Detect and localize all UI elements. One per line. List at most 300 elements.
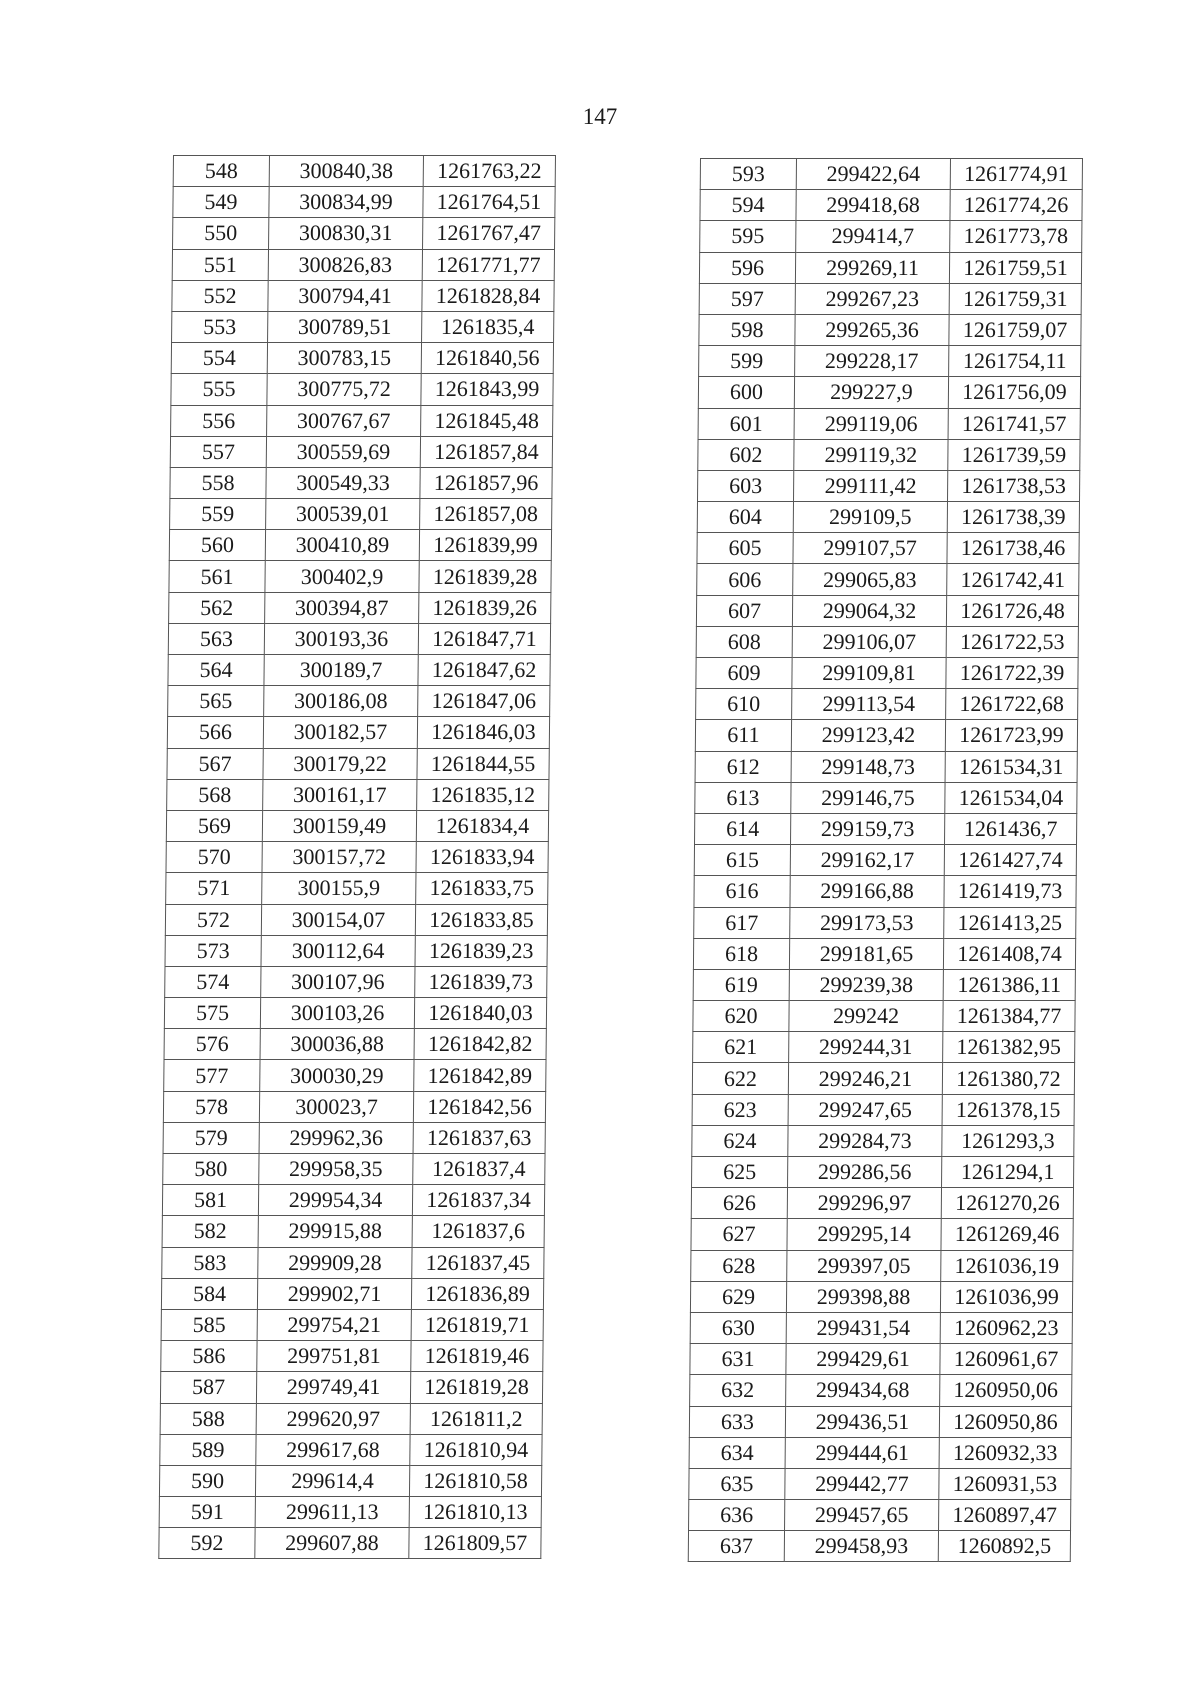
x-coordinate-cell: 299109,81 [792, 658, 946, 689]
point-number-cell: 626 [691, 1188, 787, 1219]
table-row [168, 655, 550, 686]
table-row [689, 1437, 1071, 1468]
y-coordinate-cell: 1261819,71 [411, 1309, 543, 1340]
table-row [696, 658, 1078, 689]
x-coordinate-cell: 299431,54 [786, 1312, 940, 1343]
y-coordinate-cell: 1260897,47 [939, 1500, 1071, 1531]
table-row [173, 156, 555, 187]
x-coordinate-cell: 299418,68 [796, 190, 950, 221]
y-coordinate-cell: 1261774,91 [950, 159, 1082, 190]
y-coordinate-cell: 1261741,57 [948, 408, 1080, 439]
point-number-cell: 635 [689, 1468, 785, 1499]
x-coordinate-cell: 299106,07 [792, 626, 946, 657]
y-coordinate-cell: 1261839,73 [415, 966, 547, 997]
y-coordinate-cell: 1261846,03 [417, 717, 549, 748]
table-row [173, 187, 555, 218]
point-number-cell: 632 [690, 1375, 786, 1406]
point-number-cell: 614 [695, 813, 791, 844]
x-coordinate-cell: 300161,17 [263, 779, 417, 810]
point-number-cell: 618 [693, 938, 789, 969]
point-number-cell: 599 [699, 346, 795, 377]
x-coordinate-cell: 299166,88 [790, 876, 944, 907]
y-coordinate-cell: 1261834,4 [416, 810, 548, 841]
table-row [697, 564, 1079, 595]
x-coordinate-cell: 300840,38 [269, 156, 423, 187]
y-coordinate-cell: 1261837,34 [412, 1185, 544, 1216]
table-row [168, 686, 550, 717]
x-coordinate-cell: 299162,17 [790, 845, 944, 876]
point-number-cell: 588 [160, 1403, 256, 1434]
point-number-cell: 583 [162, 1247, 258, 1278]
table-row [693, 938, 1075, 969]
point-number-cell: 612 [695, 751, 791, 782]
x-coordinate-cell: 299181,65 [789, 938, 943, 969]
point-number-cell: 555 [171, 374, 267, 405]
x-coordinate-cell: 300107,96 [261, 966, 415, 997]
x-coordinate-cell: 299244,31 [789, 1032, 943, 1063]
point-number-cell: 577 [164, 1060, 260, 1091]
table-row [700, 159, 1082, 190]
point-number-cell: 567 [167, 748, 263, 779]
x-coordinate-cell: 299123,42 [791, 720, 945, 751]
x-coordinate-cell: 299284,73 [788, 1125, 942, 1156]
y-coordinate-cell: 1261427,74 [944, 845, 1076, 876]
table-row [695, 720, 1077, 751]
x-coordinate-cell: 299749,41 [256, 1372, 410, 1403]
table-row [692, 1094, 1074, 1125]
table-row [689, 1500, 1071, 1531]
point-number-cell: 592 [159, 1528, 255, 1559]
y-coordinate-cell: 1261771,77 [422, 249, 554, 280]
y-coordinate-cell: 1261837,6 [412, 1216, 544, 1247]
y-coordinate-cell: 1261767,47 [423, 218, 555, 249]
y-coordinate-cell: 1261847,62 [418, 655, 550, 686]
x-coordinate-cell: 299267,23 [795, 283, 949, 314]
y-coordinate-cell: 1261837,63 [413, 1122, 545, 1153]
x-coordinate-cell: 300023,7 [259, 1091, 413, 1122]
y-coordinate-cell: 1261534,31 [945, 751, 1077, 782]
x-coordinate-cell: 299111,42 [794, 470, 948, 501]
table-row [698, 377, 1080, 408]
y-coordinate-cell: 1261810,13 [409, 1497, 541, 1528]
x-coordinate-cell: 300775,72 [267, 374, 421, 405]
x-coordinate-cell: 299434,68 [786, 1375, 940, 1406]
table-row [164, 1060, 546, 1091]
point-number-cell: 601 [698, 408, 794, 439]
y-coordinate-cell: 1261270,26 [941, 1188, 1073, 1219]
point-number-cell: 560 [169, 530, 265, 561]
table-row [167, 717, 549, 748]
y-coordinate-cell: 1261534,04 [945, 782, 1077, 813]
point-number-cell: 576 [164, 1029, 260, 1060]
point-number-cell: 625 [692, 1157, 788, 1188]
y-coordinate-cell: 1261773,78 [950, 221, 1082, 252]
y-coordinate-cell: 1261722,68 [946, 689, 1078, 720]
x-coordinate-cell: 300193,36 [264, 623, 418, 654]
table-row [162, 1247, 544, 1278]
y-coordinate-cell: 1261819,28 [410, 1372, 542, 1403]
x-coordinate-cell: 300155,9 [262, 873, 416, 904]
y-coordinate-cell: 1260892,5 [938, 1531, 1070, 1562]
point-number-cell: 611 [695, 720, 791, 751]
y-coordinate-cell: 1261840,56 [421, 343, 553, 374]
y-coordinate-cell: 1261774,26 [950, 190, 1082, 221]
x-coordinate-cell: 299246,21 [788, 1063, 942, 1094]
table-row [165, 935, 547, 966]
table-row [689, 1468, 1071, 1499]
x-coordinate-cell: 300559,69 [266, 436, 420, 467]
x-coordinate-cell: 300826,83 [268, 249, 422, 280]
point-number-cell: 596 [699, 252, 795, 283]
table-row [165, 904, 547, 935]
coordinates-table-left [158, 155, 556, 1559]
point-number-cell: 609 [696, 658, 792, 689]
table-row [161, 1341, 543, 1372]
point-number-cell: 621 [693, 1032, 789, 1063]
point-number-cell: 613 [695, 782, 791, 813]
table-row [695, 813, 1077, 844]
y-coordinate-cell: 1261836,89 [411, 1278, 543, 1309]
x-coordinate-cell: 299228,17 [795, 346, 949, 377]
y-coordinate-cell: 1261759,07 [949, 314, 1081, 345]
x-coordinate-cell: 299954,34 [258, 1185, 412, 1216]
x-coordinate-cell: 299442,77 [785, 1468, 939, 1499]
point-number-cell: 552 [172, 280, 268, 311]
y-coordinate-cell: 1261436,7 [945, 813, 1077, 844]
y-coordinate-cell: 1261840,03 [414, 998, 546, 1029]
x-coordinate-cell: 299422,64 [796, 159, 950, 190]
y-coordinate-cell: 1261843,99 [421, 374, 553, 405]
point-number-cell: 598 [699, 314, 795, 345]
point-number-cell: 591 [159, 1497, 255, 1528]
x-coordinate-cell: 300112,64 [261, 935, 415, 966]
point-number-cell: 589 [160, 1434, 256, 1465]
x-coordinate-cell: 300189,7 [264, 655, 418, 686]
y-coordinate-cell: 1261738,53 [948, 470, 1080, 501]
y-coordinate-cell: 1261293,3 [942, 1125, 1074, 1156]
point-number-cell: 627 [691, 1219, 787, 1250]
table-row [688, 1531, 1070, 1562]
x-coordinate-cell: 299227,9 [794, 377, 948, 408]
x-coordinate-cell: 299269,11 [795, 252, 949, 283]
point-number-cell: 574 [165, 966, 261, 997]
point-number-cell: 562 [169, 592, 265, 623]
point-number-cell: 550 [173, 218, 269, 249]
x-coordinate-cell: 299915,88 [258, 1216, 412, 1247]
y-coordinate-cell: 1261380,72 [942, 1063, 1074, 1094]
point-number-cell: 563 [168, 623, 264, 654]
table-row [698, 439, 1080, 470]
y-coordinate-cell: 1261857,84 [420, 436, 552, 467]
table-row [695, 751, 1077, 782]
table-row [691, 1219, 1073, 1250]
point-number-cell: 616 [694, 876, 790, 907]
point-number-cell: 597 [699, 283, 795, 314]
y-coordinate-cell: 1261759,51 [949, 252, 1081, 283]
x-coordinate-cell: 299265,36 [795, 314, 949, 345]
table-row [168, 623, 550, 654]
x-coordinate-cell: 300767,67 [267, 405, 421, 436]
x-coordinate-cell: 299607,88 [255, 1528, 409, 1559]
table-row [160, 1434, 542, 1465]
table-row [167, 779, 549, 810]
point-number-cell: 558 [170, 467, 266, 498]
table-row [172, 249, 554, 280]
point-number-cell: 553 [172, 311, 268, 342]
point-number-cell: 624 [692, 1125, 788, 1156]
x-coordinate-cell: 299148,73 [791, 751, 945, 782]
y-coordinate-cell: 1261819,46 [411, 1341, 543, 1372]
y-coordinate-cell: 1261759,31 [949, 283, 1081, 314]
x-coordinate-cell: 299397,05 [787, 1250, 941, 1281]
x-coordinate-cell: 299119,06 [794, 408, 948, 439]
y-coordinate-cell: 1261842,82 [414, 1029, 546, 1060]
point-number-cell: 559 [170, 499, 266, 530]
table-row [164, 998, 546, 1029]
table-row [693, 1001, 1075, 1032]
point-number-cell: 610 [696, 689, 792, 720]
table-row [699, 252, 1081, 283]
point-number-cell: 636 [689, 1500, 785, 1531]
y-coordinate-cell: 1261738,39 [947, 502, 1079, 533]
y-coordinate-cell: 1261828,84 [422, 280, 554, 311]
table-row [166, 810, 548, 841]
y-coordinate-cell: 1261811,2 [410, 1403, 542, 1434]
y-coordinate-cell: 1261036,19 [941, 1250, 1073, 1281]
y-coordinate-cell: 1261833,94 [416, 842, 548, 873]
table-row [173, 218, 555, 249]
table-row [171, 374, 553, 405]
point-number-cell: 628 [691, 1250, 787, 1281]
x-coordinate-cell: 300789,51 [268, 311, 422, 342]
table-row [691, 1250, 1073, 1281]
y-coordinate-cell: 1261036,99 [940, 1281, 1072, 1312]
table-row [162, 1185, 544, 1216]
point-number-cell: 622 [692, 1063, 788, 1094]
table-row [167, 748, 549, 779]
table-row [689, 1406, 1071, 1437]
y-coordinate-cell: 1260950,86 [939, 1406, 1071, 1437]
x-coordinate-cell: 299119,32 [794, 439, 948, 470]
table-row [172, 311, 554, 342]
x-coordinate-cell: 299429,61 [786, 1344, 940, 1375]
y-coordinate-cell: 1261839,99 [419, 530, 551, 561]
y-coordinate-cell: 1261726,48 [946, 595, 1078, 626]
x-coordinate-cell: 300794,41 [268, 280, 422, 311]
y-coordinate-cell: 1261413,25 [944, 907, 1076, 938]
point-number-cell: 590 [159, 1465, 255, 1496]
table-row [159, 1528, 541, 1559]
point-number-cell: 617 [694, 907, 790, 938]
table-row [693, 969, 1075, 1000]
y-coordinate-cell: 1261763,22 [423, 156, 555, 187]
table-row [171, 405, 553, 436]
point-number-cell: 569 [166, 810, 262, 841]
table-row [692, 1157, 1074, 1188]
y-coordinate-cell: 1261847,71 [418, 623, 550, 654]
y-coordinate-cell: 1261386,11 [943, 969, 1075, 1000]
x-coordinate-cell: 299754,21 [257, 1309, 411, 1340]
point-number-cell: 584 [161, 1278, 257, 1309]
y-coordinate-cell: 1261857,96 [420, 467, 552, 498]
table-row [695, 782, 1077, 813]
point-number-cell: 600 [698, 377, 794, 408]
point-number-cell: 594 [700, 190, 796, 221]
table-row [166, 873, 548, 904]
table-row [698, 470, 1080, 501]
point-number-cell: 586 [161, 1341, 257, 1372]
point-number-cell: 573 [165, 935, 261, 966]
x-coordinate-cell: 299902,71 [257, 1278, 411, 1309]
y-coordinate-cell: 1261384,77 [943, 1001, 1075, 1032]
x-coordinate-cell: 299064,32 [792, 595, 946, 626]
y-coordinate-cell: 1261833,75 [416, 873, 548, 904]
point-number-cell: 606 [697, 564, 793, 595]
table-row [159, 1497, 541, 1528]
table-row [170, 467, 552, 498]
x-coordinate-cell: 299458,93 [784, 1531, 938, 1562]
table-row [163, 1091, 545, 1122]
y-coordinate-cell: 1261837,45 [412, 1247, 544, 1278]
table-row [163, 1154, 545, 1185]
point-number-cell: 637 [688, 1531, 784, 1562]
point-number-cell: 603 [698, 470, 794, 501]
point-number-cell: 619 [693, 969, 789, 1000]
x-coordinate-cell: 300103,26 [260, 998, 414, 1029]
y-coordinate-cell: 1260961,67 [940, 1344, 1072, 1375]
table-row [169, 592, 551, 623]
x-coordinate-cell: 299109,5 [793, 502, 947, 533]
point-number-cell: 579 [163, 1122, 259, 1153]
table-row [700, 190, 1082, 221]
x-coordinate-cell: 299113,54 [792, 689, 946, 720]
y-coordinate-cell: 1261835,4 [422, 311, 554, 342]
y-coordinate-cell: 1261835,12 [417, 779, 549, 810]
x-coordinate-cell: 299159,73 [791, 813, 945, 844]
y-coordinate-cell: 1261845,48 [421, 405, 553, 436]
x-coordinate-cell: 300402,9 [265, 561, 419, 592]
y-coordinate-cell: 1261810,58 [409, 1465, 541, 1496]
point-number-cell: 549 [173, 187, 269, 218]
point-number-cell: 631 [690, 1344, 786, 1375]
y-coordinate-cell: 1260962,23 [940, 1312, 1072, 1343]
y-coordinate-cell: 1260932,33 [939, 1437, 1071, 1468]
x-coordinate-cell: 300154,07 [261, 904, 415, 935]
x-coordinate-cell: 299065,83 [793, 564, 947, 595]
table-row [164, 1029, 546, 1060]
page-number: 147 [582, 104, 618, 129]
table-row [696, 595, 1078, 626]
x-coordinate-cell: 300157,72 [262, 842, 416, 873]
x-coordinate-cell: 299247,65 [788, 1094, 942, 1125]
point-number-cell: 593 [700, 159, 796, 190]
x-coordinate-cell: 300036,88 [260, 1029, 414, 1060]
table-row [160, 1372, 542, 1403]
table-row [170, 499, 552, 530]
table-row [162, 1216, 544, 1247]
table-row [696, 689, 1078, 720]
y-coordinate-cell: 1261837,4 [413, 1154, 545, 1185]
table-row [161, 1309, 543, 1340]
x-coordinate-cell: 300549,33 [266, 467, 420, 498]
y-coordinate-cell: 1261857,08 [420, 499, 552, 530]
table-row [171, 343, 553, 374]
table-row [694, 907, 1076, 938]
y-coordinate-cell: 1261738,46 [947, 533, 1079, 564]
point-number-cell: 607 [696, 595, 792, 626]
point-number-cell: 604 [697, 502, 793, 533]
table-row [690, 1344, 1072, 1375]
x-coordinate-cell: 299173,53 [790, 907, 944, 938]
y-coordinate-cell: 1261810,94 [410, 1434, 542, 1465]
x-coordinate-cell: 300830,31 [269, 218, 423, 249]
table-row [691, 1188, 1073, 1219]
y-coordinate-cell: 1261419,73 [944, 876, 1076, 907]
table-row [692, 1063, 1074, 1094]
point-number-cell: 595 [700, 221, 796, 252]
x-coordinate-cell: 299436,51 [785, 1406, 939, 1437]
x-coordinate-cell: 300783,15 [267, 343, 421, 374]
point-number-cell: 630 [690, 1312, 786, 1343]
point-number-cell: 561 [169, 561, 265, 592]
table-row [159, 1465, 541, 1496]
x-coordinate-cell: 299614,4 [255, 1465, 409, 1496]
table-row [163, 1122, 545, 1153]
point-number-cell: 557 [170, 436, 266, 467]
table-row [699, 283, 1081, 314]
y-coordinate-cell: 1261839,23 [415, 935, 547, 966]
table-row [166, 842, 548, 873]
point-number-cell: 572 [165, 904, 261, 935]
table-row [690, 1281, 1072, 1312]
point-number-cell: 623 [692, 1094, 788, 1125]
x-coordinate-cell: 299398,88 [786, 1281, 940, 1312]
y-coordinate-cell: 1261742,41 [947, 564, 1079, 595]
y-coordinate-cell: 1261839,26 [419, 592, 551, 623]
x-coordinate-cell: 299107,57 [793, 533, 947, 564]
y-coordinate-cell: 1261833,85 [415, 904, 547, 935]
table-row [699, 346, 1081, 377]
x-coordinate-cell: 299414,7 [796, 221, 950, 252]
y-coordinate-cell: 1261294,1 [942, 1157, 1074, 1188]
y-coordinate-cell: 1261847,06 [418, 686, 550, 717]
table-row [690, 1375, 1072, 1406]
y-coordinate-cell: 1261408,74 [943, 938, 1075, 969]
table-row [165, 966, 547, 997]
x-coordinate-cell: 299146,75 [791, 782, 945, 813]
x-coordinate-cell: 300834,99 [269, 187, 423, 218]
y-coordinate-cell: 1261378,15 [942, 1094, 1074, 1125]
point-number-cell: 580 [163, 1154, 259, 1185]
table-row [694, 876, 1076, 907]
table-row [693, 1032, 1075, 1063]
point-number-cell: 554 [171, 343, 267, 374]
point-number-cell: 608 [696, 626, 792, 657]
x-coordinate-cell: 299620,97 [256, 1403, 410, 1434]
table-row [172, 280, 554, 311]
table-row [696, 626, 1078, 657]
x-coordinate-cell: 299751,81 [257, 1341, 411, 1372]
point-number-cell: 629 [690, 1281, 786, 1312]
y-coordinate-cell: 1261809,57 [409, 1528, 541, 1559]
x-coordinate-cell: 300179,22 [263, 748, 417, 779]
point-number-cell: 582 [162, 1216, 258, 1247]
table-row [169, 561, 551, 592]
x-coordinate-cell: 299286,56 [788, 1157, 942, 1188]
x-coordinate-cell: 300394,87 [265, 592, 419, 623]
point-number-cell: 587 [160, 1372, 256, 1403]
y-coordinate-cell: 1261756,09 [948, 377, 1080, 408]
